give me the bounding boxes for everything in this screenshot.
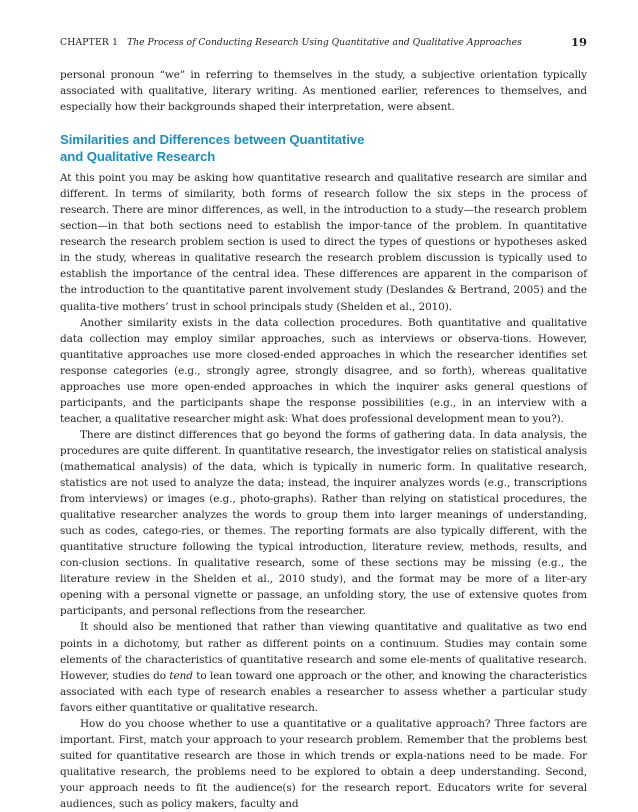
paragraph-data-collection: Another similarity exists in the data collection procedures. Both quantitative and qualitative data collection may employ similar approaches, such as interviews or observa-tions. However, quantitative approaches use more closed-ended approaches in which the researcher identifies set response categories (e.g., strongly agree, strongly disagree, and so forth), whereas qualitative approaches use more open-ended approaches in which the inquirer asks general questions of participants, and the participants shape the response possibilities (e.g., in an interview with a teacher, a qualitative researcher might ask: What does professional development mean to you?). xyxy=(60,316,587,425)
book-page xyxy=(60,36,587,812)
chapter-title: The Process of Conducting Research Using Quantitative and Qualitative Approaches xyxy=(127,37,522,48)
section-heading-line-1: Similarities and Differences between Quantitative xyxy=(60,132,365,148)
running-head xyxy=(60,36,587,50)
paragraph-continuum-part-2: to lean toward one approach or the other, and knowing the characteristics associated with each type of research enables a researcher to assess whether a particular study favors either quantitative or qualitative research. xyxy=(60,669,587,714)
section-heading xyxy=(60,131,587,165)
page-body xyxy=(60,67,587,812)
paragraph-choosing-approach: How do you choose whether to use a quantitative or a qualitative approach? Three factors are important. First, match your approach to your research problem. Remember that the problems best suited for quantitative research are those in which trends or expla-nations need to be made. For qualitative research, the problems need to be explored to obtain a deep understanding. Second, your approach needs to fit the audience(s) for the research report. Educators write for several audiences, such as policy makers, faculty and xyxy=(60,717,587,810)
paragraph-continuum-part-1: It should also be mentioned that rather than viewing quantitative and qualitative as two end points in a dichotomy, but rather as different points on a continuum. Studies may contain some elements of the characteristics of quantitative research and some ele-ments of qualitative research. However, studies do xyxy=(60,621,587,682)
paragraph-similarities: At this point you may be asking how quantitative research and qualitative research are similar and different. In terms of similarity, both forms of research follow the six steps in the process of research. There are minor differences, as well, in the introduction to a study—the research problem section—in that both sections need to establish the impor-tance of the problem. In quantitative research the research problem section is used to direct the types of questions or hypotheses asked in the study, whereas in qualitative research the research problem discussion is typically used to establish the importance of the central idea. These differences are apparent in the comparison of the introduction to the quantitative parent involvement study (Deslandes & Bertrand, 2005) and the qualita-tive mothers’ trust in school principals study (Shelden et al., 2010). xyxy=(60,172,587,313)
paragraph-continuum xyxy=(60,619,587,715)
section-heading-line-2: and Qualitative Research xyxy=(60,149,216,165)
emphasis-tend: tend xyxy=(169,669,193,682)
page-number: 19 xyxy=(570,35,587,49)
intro-paragraph: personal pronoun “we” in referring to themselves in the study, a subjective orientation typically associated with qualitative, literary writing. As mentioned earlier, references to themselves, and especially how their backgrounds shaped their interpretation, were absent. xyxy=(60,69,587,114)
chapter-label: CHAPTER 1 xyxy=(60,37,119,48)
paragraph-differences: There are distinct differences that go beyond the forms of gathering data. In data analysis, the procedures are quite different. In quantitative research, the investigator relies on statistical analysis (mathematical analysis) of the data, which is typically in numeric form. In qualitative research, statistics are not used to analyze the data; instead, the inquirer analyzes words (e.g., transcriptions from interviews) or images (e.g., photo-graphs). Rather than relying on statistical procedures, the qualitative researcher analyzes the words to group them into larger meanings of understanding, such as codes, catego-ries, or themes. The reporting formats are also typically different, with the quantitative structure following the typical introduction, literature review, methods, results, and con-clusion sections. In qualitative research, some of these sections may be missing (e.g., the literature review in the Shelden et al., 2010 study), and the format may be more of a liter-ary opening with a personal vignette or passage, an unfolding story, the use of extensive quotes from participants, and personal reflections from the researcher. xyxy=(60,428,587,618)
